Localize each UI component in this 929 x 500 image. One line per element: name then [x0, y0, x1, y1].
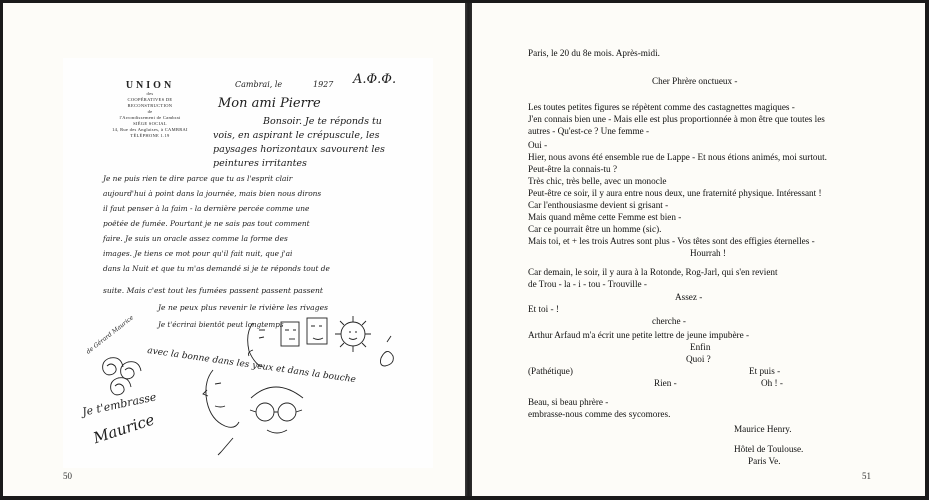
letter-closing: Je t'embrasse — [81, 390, 158, 419]
letter-mark: A.Φ.Φ. — [353, 72, 397, 87]
letter-text-line: Oh ! - — [761, 378, 783, 388]
letter-text-line: Mais toi, et + les trois Autres sont plus - Vos têtes sont des effigies éternelles - — [528, 236, 815, 246]
letter-line: aujourd'hui à point dans la journée, mais bien nous dirons — [103, 189, 322, 198]
letter-salutation: Mon ami Pierre — [218, 96, 321, 111]
letter-text-line: cherche - — [652, 316, 686, 326]
letter-margin-note: de Gérard Maurice — [85, 314, 136, 356]
letter-text-line: Quoi ? — [686, 354, 711, 364]
letter-dateline: Paris, le 20 du 8e mois. Après-midi. — [528, 48, 660, 58]
letterhead-line: TÉLÉPHONE 1.19 — [130, 133, 170, 138]
letter-date-place: Cambrai, le — [235, 80, 283, 89]
letter-text-line: (Pathétique) — [528, 366, 573, 376]
letter-text-line: Et toi - ! — [528, 304, 559, 314]
letter-date-year: 1927 — [313, 80, 334, 89]
letterhead-line: SIÈGE SOCIAL — [133, 121, 167, 126]
letter-signature-typed: Maurice Henry. — [734, 424, 792, 434]
letter-text-line: Mais quand même cette Femme est bien - — [528, 212, 682, 222]
book-gutter — [465, 3, 472, 496]
signature: Maurice — [91, 410, 157, 448]
letter-text-line: Rien - — [654, 378, 677, 388]
letter-line: peintures irritantes — [213, 158, 307, 169]
letter-address-line: Paris Ve. — [748, 456, 781, 466]
letter-text-line: Très chic, très belle, avec un monocle — [528, 176, 667, 186]
letter-text-line: de Trou - la - i - tou - Trouville - — [528, 279, 647, 289]
letter-text-line: J'en connais bien une - Mais elle est plus proportionnée à mon être que toutes les — [528, 114, 825, 124]
letter-address-line: Hôtel de Toulouse. — [734, 444, 804, 454]
handwritten-letter — [63, 58, 433, 468]
letter-line: avec la bonne dans les yeux et dans la bouche — [146, 346, 357, 386]
letter-text-line: Assez - — [675, 292, 703, 302]
letter-line: Bonsoir. Je te réponds tu — [263, 116, 382, 127]
letter-text-line: autres - Qu'est-ce ? Une femme - — [528, 126, 650, 136]
page-number-right: 51 — [862, 471, 871, 481]
letter-text-line: Peut-être la connais-tu ? — [528, 164, 618, 174]
letter-line: dans la Nuit et que tu m'as demandé si je te réponds tout de — [103, 264, 330, 273]
letter-line: paysages horizontaux savourent les — [213, 144, 385, 155]
letter-text-line: embrasse-nous comme des sycomores. — [528, 409, 671, 419]
letter-text-line: Car l'enthousiasme devient si grisant - — [528, 200, 669, 210]
letterhead-line: COOPÉRATIVES DE RECONSTRUCTION — [127, 97, 173, 108]
letter-salutation-typed: Cher Phrère onctueux - — [652, 76, 738, 86]
letterhead-line: l'Arrondissement de Cambrai — [119, 115, 181, 120]
letter-text-line: Peut-être ce soir, il y aura entre nous deux, une fraternité physique. Intéressant ! — [528, 188, 822, 198]
letter-text-line: Hier, nous avons été ensemble rue de Lappe - Et nous étions animés, moi surtout. — [528, 152, 827, 162]
letter-text-line: Oui - — [528, 140, 548, 150]
letter-line: faire. Je suis un oracle assez comme la forme des — [103, 234, 288, 243]
letter-line: Je t'écrirai bientôt peut longtemps — [158, 320, 284, 329]
letter-text-line: Car demain, le soir, il y aura à la Rotonde, Rog-Jarl, qui s'en revient — [528, 267, 778, 277]
letterhead-line: de — [147, 109, 153, 114]
letter-line: suite. Mais c'est tout les fumées passent passent passent — [103, 286, 323, 295]
letter-line: Je ne peux plus revenir le rivière les rivages — [158, 303, 328, 312]
letterhead-title: UNION — [125, 80, 175, 91]
letter-text-line: Arthur Arfaud m'a écrit une petite lettre de jeune impubère - — [528, 330, 750, 340]
letter-line: Je ne puis rien te dire parce que tu as l'esprit clair — [103, 174, 293, 183]
page-number-left: 50 — [63, 471, 72, 481]
letterhead-line: 14, Rue des Anglaises, à CAMBRAI — [112, 127, 188, 132]
right-page — [472, 3, 925, 496]
letter-text-line: Car ce pourrait être un homme (sic). — [528, 224, 662, 234]
doodle-drawings — [63, 58, 433, 468]
letter-line: vois, en aspirant le crépuscule, les — [213, 130, 380, 141]
letter-line: il faut penser à la faim - la dernière percée comme une — [103, 204, 310, 213]
left-page — [3, 3, 465, 496]
letter-text-line: Beau, si beau phrère - — [528, 397, 609, 407]
letter-text-line: Enfin — [690, 342, 711, 352]
letter-line: poëtée de fumée. Pourtant je ne sais pas tout comment — [103, 219, 310, 228]
letterhead-line: des — [146, 91, 154, 96]
letter-text-line: Les toutes petites figures se répètent comme des castagnettes magiques - — [528, 102, 795, 112]
letter-text-line: Et puis - — [749, 366, 781, 376]
letter-line: images. Je tiens ce mot pour qu'il fait nuit, que j'ai — [103, 249, 293, 258]
book-spread — [3, 3, 925, 496]
letter-text-line: Hourrah ! — [690, 248, 726, 258]
